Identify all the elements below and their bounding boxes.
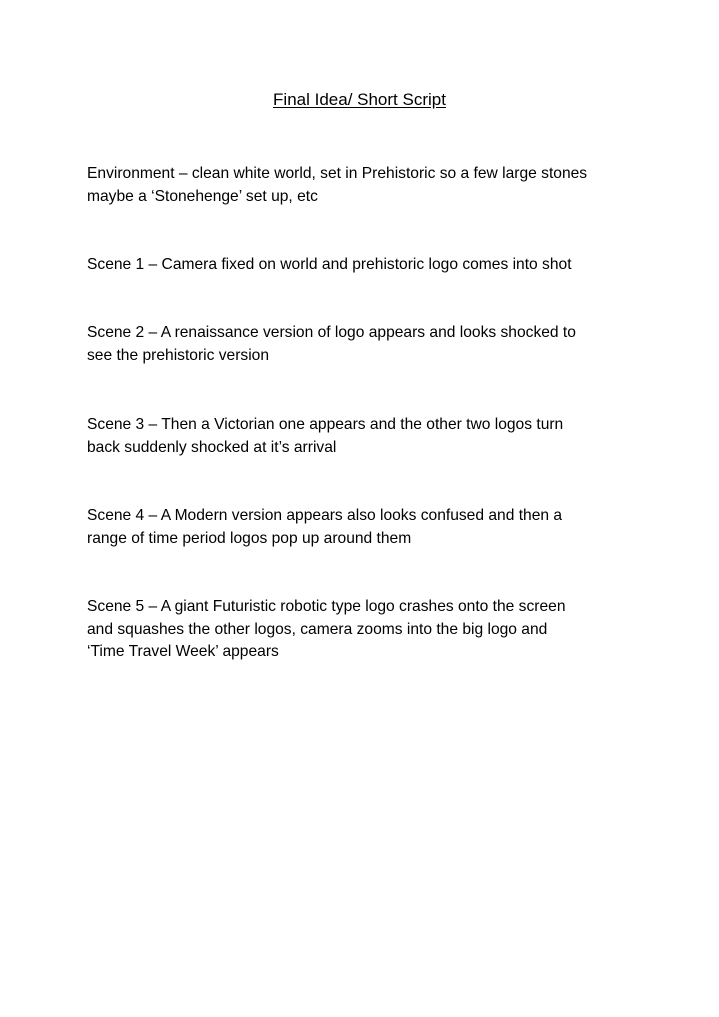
- environment-paragraph: [87, 163, 647, 208]
- paragraph-line: ‘Time Travel Week’ appears: [87, 643, 279, 660]
- page-title: Final Idea/ Short Script: [273, 90, 446, 109]
- paragraph-line: back suddenly shocked at it’s arrival: [87, 438, 337, 456]
- paragraph-line: Scene 1 – Camera fixed on world and prehistoric logo comes into shot: [87, 256, 572, 273]
- paragraph-line: Scene 3 – Then a Victorian one appears and the other two logos turn: [87, 416, 564, 433]
- scene-4-paragraph: [87, 505, 647, 550]
- paragraph-line: range of time period logos pop up around them: [87, 529, 412, 547]
- paragraph-line: Scene 4 – A Modern version appears also looks confused and then a: [87, 507, 563, 524]
- paragraph-line: Environment – clean white world, set in Prehistoric so a few large stones: [87, 165, 588, 182]
- scene-3-paragraph: [87, 414, 647, 459]
- paragraph-line: and squashes the other logos, camera zooms into the big logo and: [87, 620, 548, 638]
- scene-5-paragraph: [87, 596, 647, 664]
- paragraph-line: see the prehistoric version: [87, 346, 270, 364]
- scene-1-paragraph: [87, 254, 647, 277]
- scene-2-paragraph: [87, 322, 647, 367]
- paragraph-line: Scene 5 – A giant Futuristic robotic type logo crashes onto the screen: [87, 598, 566, 615]
- paragraph-line: maybe a ‘Stonehenge’ set up, etc: [87, 187, 318, 205]
- paragraph-line: Scene 2 – A renaissance version of logo appears and looks shocked to: [87, 324, 576, 341]
